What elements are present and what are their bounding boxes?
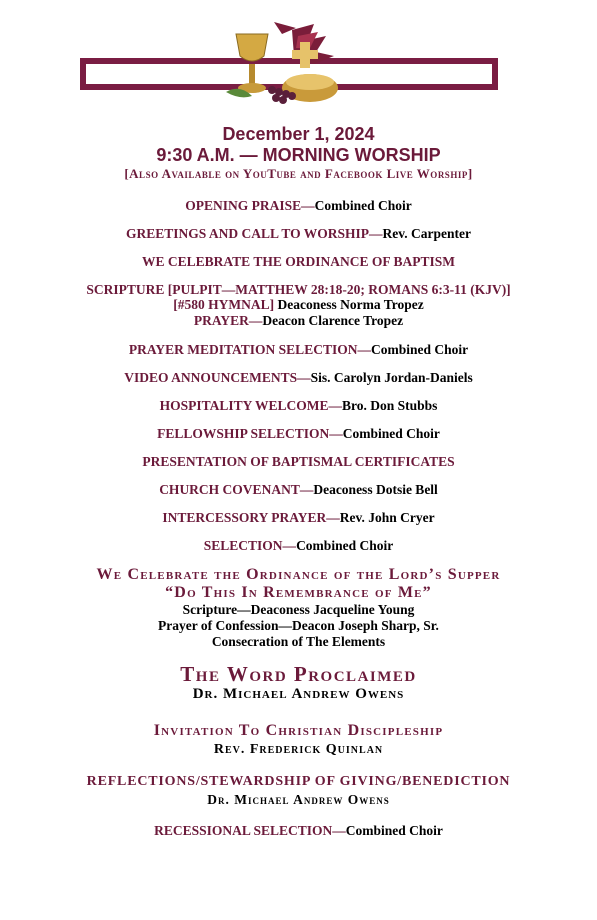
program-item-label: WE CELEBRATE THE ORDINANCE OF BAPTISM: [142, 254, 455, 269]
livestream-note: [Also Available on YouTube and Facebook Live Worship]: [124, 166, 473, 181]
communion-chalice-icon: [222, 22, 352, 108]
program-item-hospitality: [0, 398, 597, 414]
lords-supper-heading: We Celebrate the Ordinance of the Lord’s Supper: [96, 566, 501, 583]
program-item-label: VIDEO ANNOUNCEMENTS—: [124, 370, 311, 385]
program-item-person: Sis. Carolyn Jordan-Daniels: [310, 370, 473, 385]
reflections-heading: REFLECTIONS/STEWARDSHIP OF GIVING/BENEDICTION: [86, 774, 511, 789]
program-item-certificates: [0, 454, 597, 470]
program-item-label: [#580 HYMNAL]: [173, 297, 278, 312]
lords-supper-confession: Prayer of Confession—Deacon Joseph Sharp, Sr.: [158, 618, 439, 633]
program-item-intercessory: [0, 510, 597, 526]
program-item-person: Combined Choir: [345, 823, 443, 838]
program-item-baptism: [0, 254, 597, 270]
program-item-prayer-meditation: [0, 342, 597, 358]
program-item-person: Combined Choir: [296, 538, 394, 553]
program-item-person: Bro. Don Stubbs: [342, 398, 438, 413]
program-item-scripture: [0, 282, 597, 298]
program-item-person: Deaconess Dotsie Bell: [313, 482, 438, 497]
program-item-label: PRESENTATION OF BAPTISMAL CERTIFICATES: [142, 454, 455, 469]
lords-supper-consecration: Consecration of The Elements: [211, 634, 386, 649]
program-item-label: OPENING PRAISE—: [185, 198, 315, 213]
service-date: December 1, 2024: [222, 124, 375, 144]
program-item-label: PRAYER MEDITATION SELECTION—: [128, 342, 371, 357]
lords-supper-scripture: Scripture—Deaconess Jacqueline Young: [182, 602, 415, 617]
word-proclaimed-speaker: Dr. Michael Andrew Owens: [192, 686, 405, 702]
program-item-selection: [0, 538, 597, 554]
program-item-label: INTERCESSORY PRAYER—: [162, 510, 340, 525]
reflections-speaker: Dr. Michael Andrew Owens: [207, 792, 390, 807]
program-item-prayer: [0, 313, 597, 329]
program-item-label: CHURCH COVENANT—: [159, 482, 314, 497]
program-item-label: SELECTION—: [203, 538, 297, 553]
program-item-covenant: [0, 482, 597, 498]
invitation-heading: Invitation To Christian Discipleship: [153, 722, 444, 739]
invitation-speaker: Rev. Frederick Quinlan: [213, 742, 384, 757]
program-item-fellowship: [0, 426, 597, 442]
program-item-label: PRAYER—: [193, 313, 263, 328]
program-item-person: Deaconess Norma Tropez: [277, 297, 424, 312]
service-time-title: 9:30 A.M. — MORNING WORSHIP: [156, 145, 441, 165]
program-item-person: Combined Choir: [370, 342, 469, 357]
program-item-recessional: [0, 823, 597, 839]
program-item-video-announcements: [0, 370, 597, 386]
program-item-person: Combined Choir: [342, 426, 440, 441]
program-item-label: SCRIPTURE [PULPIT—MATTHEW 28:18-20; ROMANS 6:3-11 (KJV)]: [86, 282, 511, 297]
lords-supper-subtitle: “Do This In Remembrance of Me”: [165, 584, 432, 601]
program-item-person: Rev. John Cryer: [339, 510, 435, 525]
program-item-hymnal: [0, 297, 597, 313]
program-item-label: FELLOWSHIP SELECTION—: [157, 426, 343, 441]
program-item-person: Deacon Clarence Tropez: [262, 313, 404, 328]
word-proclaimed-heading: The Word Proclaimed: [180, 662, 417, 686]
program-item-label: HOSPITALITY WELCOME—: [159, 398, 342, 413]
program-item-person: Rev. Carpenter: [382, 226, 472, 241]
program-item-opening-praise: [0, 198, 597, 214]
program-item-greetings: [0, 226, 597, 242]
program-item-label: GREETINGS AND CALL TO WORSHIP—: [125, 226, 383, 241]
program-item-person: Combined Choir: [314, 198, 412, 213]
program-item-label: RECESSIONAL SELECTION—: [154, 823, 346, 838]
